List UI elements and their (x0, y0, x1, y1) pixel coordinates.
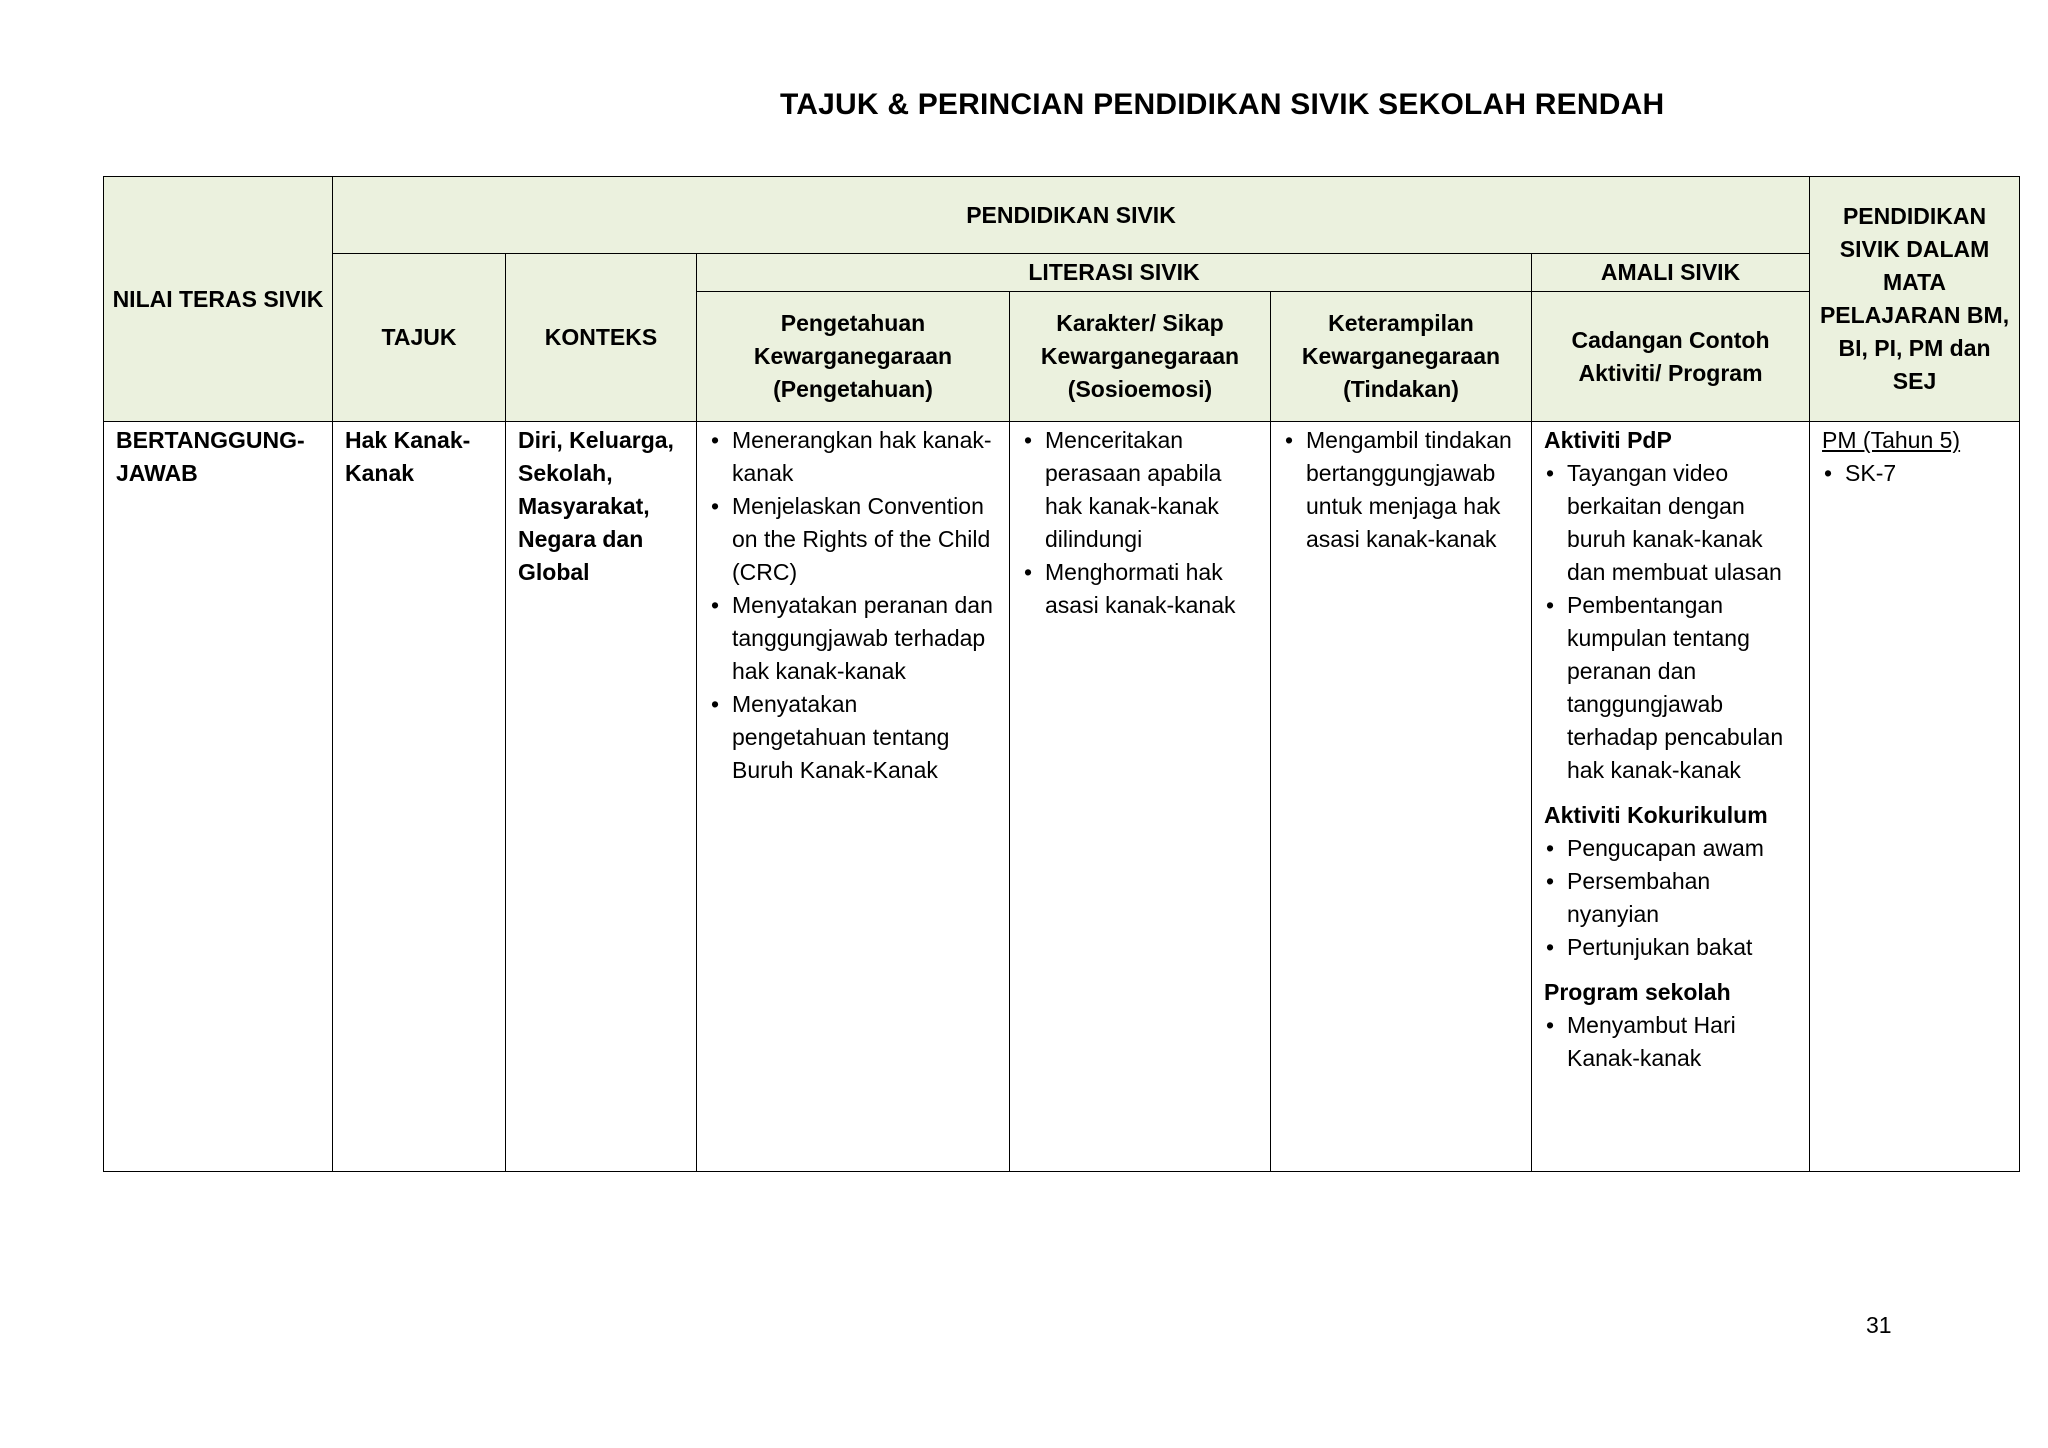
civics-table (103, 176, 2020, 1172)
header-dalam-mata-pelajaran: PENDIDIKAN SIVIK DALAM MATA PELAJARAN BM, BI, PI, PM dan SEJ (1810, 177, 2020, 422)
karakter-list (1022, 424, 1258, 622)
amali-section-program (1544, 976, 1797, 1075)
list-item: • Menceritakan perasaan apabila hak kanak-kanak dilindungi (1022, 424, 1258, 556)
list-item: • Persembahan nyanyian (1544, 865, 1797, 931)
cell-pengetahuan (697, 422, 1010, 1172)
keterampilan-list (1283, 424, 1519, 556)
list-item: • Menyambut Hari Kanak-kanak (1544, 1009, 1797, 1075)
list-item: • Menyatakan peranan dan tanggungjawab terhadap hak kanak-kanak (709, 589, 997, 688)
amali-list (1544, 832, 1797, 964)
subject-list (1822, 457, 2007, 490)
table-row (104, 422, 2020, 1172)
header-pendidikan-sivik: PENDIDIKAN SIVIK (333, 177, 1810, 254)
header-nilai-teras: NILAI TERAS SIVIK (104, 177, 333, 422)
list-item: • Menjelaskan Convention on the Rights of the Child (CRC) (709, 490, 997, 589)
amali-list (1544, 457, 1797, 787)
cell-keterampilan (1271, 422, 1532, 1172)
header-pengetahuan: Pengetahuan Kewarganegaraan (Pengetahuan) (697, 292, 1010, 422)
cell-konteks: Diri, Keluarga, Sekolah, Masyarakat, Negara dan Global (506, 422, 697, 1172)
pengetahuan-list (709, 424, 997, 787)
amali-section-kokurikulum (1544, 799, 1797, 964)
subject-label: PM (Tahun 5) (1822, 427, 1961, 453)
amali-section-title: Aktiviti Kokurikulum (1544, 802, 1768, 828)
cell-nilai: BERTANGGUNG-JAWAB (104, 422, 333, 1172)
amali-section-pdp (1544, 424, 1797, 787)
list-item: • Mengambil tindakan bertanggungjawab untuk menjaga hak asasi kanak-kanak (1283, 424, 1519, 556)
list-item: • Pembentangan kumpulan tentang peranan dan tanggungjawab terhadap pencabulan hak kanak-kanak (1544, 589, 1797, 787)
header-literasi-sivik: LITERASI SIVIK (697, 254, 1532, 292)
cell-amali (1532, 422, 1810, 1172)
header-konteks: KONTEKS (506, 254, 697, 422)
list-item: • Menghormati hak asasi kanak-kanak (1022, 556, 1258, 622)
cell-mata-pelajaran (1810, 422, 2020, 1172)
list-item: • Menyatakan pengetahuan tentang Buruh Kanak-Kanak (709, 688, 997, 787)
list-item: • Pengucapan awam (1544, 832, 1797, 865)
amali-section-title: Program sekolah (1544, 979, 1731, 1005)
amali-section-title: Aktiviti PdP (1544, 427, 1672, 453)
list-item: • Menerangkan hak kanak-kanak (709, 424, 997, 490)
header-karakter: Karakter/ Sikap Kewarganegaraan (Sosioemosi) (1010, 292, 1271, 422)
list-item: • SK-7 (1822, 457, 2007, 490)
cell-karakter (1010, 422, 1271, 1172)
header-tajuk: TAJUK (333, 254, 506, 422)
amali-list (1544, 1009, 1797, 1075)
header-keterampilan: Keterampilan Kewarganegaraan (Tindakan) (1271, 292, 1532, 422)
page-title: TAJUK & PERINCIAN PENDIDIKAN SIVIK SEKOLAH RENDAH (780, 88, 1665, 121)
header-cadangan: Cadangan Contoh Aktiviti/ Program (1532, 292, 1810, 422)
cell-tajuk: Hak Kanak-Kanak (333, 422, 506, 1172)
header-amali-sivik: AMALI SIVIK (1532, 254, 1810, 292)
list-item: • Pertunjukan bakat (1544, 931, 1797, 964)
list-item: • Tayangan video berkaitan dengan buruh kanak-kanak dan membuat ulasan (1544, 457, 1797, 589)
page-number: 31 (1866, 1312, 1892, 1338)
